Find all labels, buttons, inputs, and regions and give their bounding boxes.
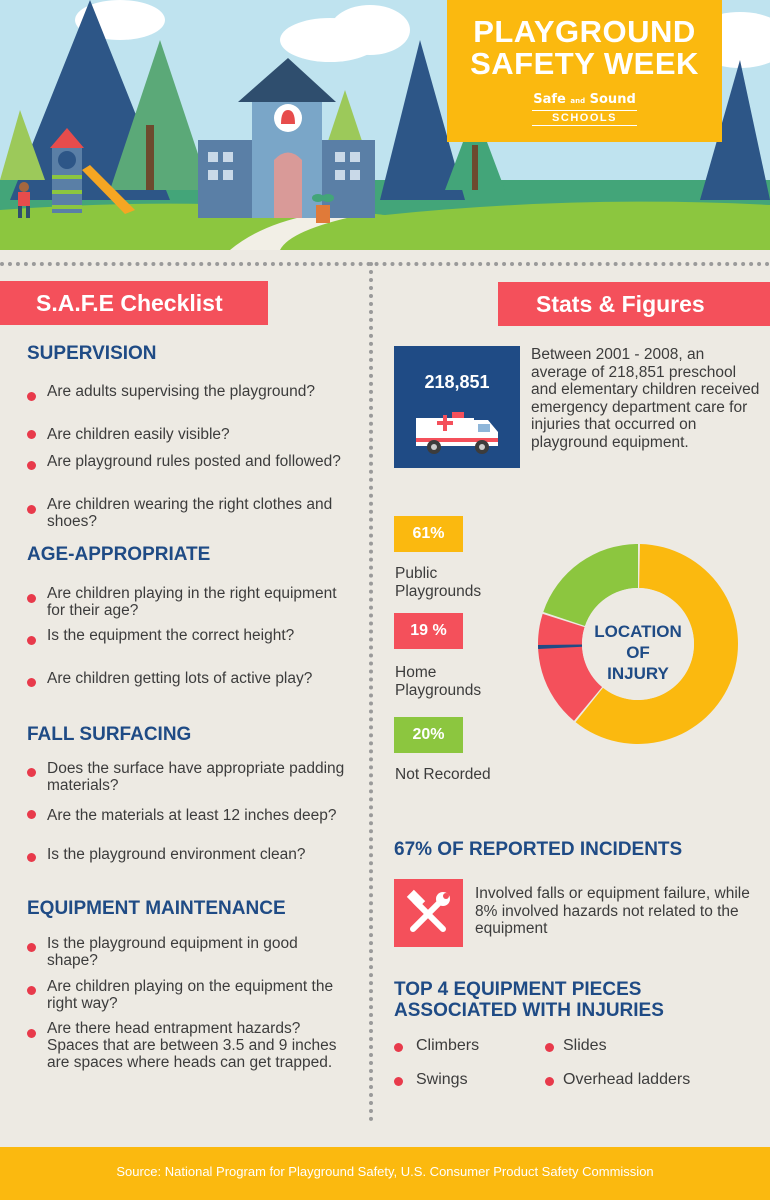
checklist-item: Are children wearing the right clothes and shoes? (47, 496, 333, 530)
title-line-1: PLAYGROUND (473, 14, 696, 49)
bullet-icon (27, 986, 36, 995)
equipment-item-climbers: Climbers (416, 1037, 480, 1054)
checklist-item: Are adults supervising the playground? (47, 383, 315, 400)
checklist-item: Is the playground equipment in good shape? (47, 935, 298, 969)
page-title (447, 16, 722, 80)
category-equipment-maintenance-title: EQUIPMENT MAINTENANCE (27, 898, 286, 919)
incidents-title: 67% OF REPORTED INCIDENTS (394, 839, 683, 860)
bullet-icon (27, 392, 36, 401)
checklist-item: Are playground rules posted and followed? (47, 453, 341, 470)
bullet-icon (27, 853, 36, 862)
equipment-item-slides: Slides (563, 1037, 607, 1054)
ambulance-icon (394, 346, 520, 468)
checklist-item: Is the equipment the correct height? (47, 627, 295, 644)
equipment-item-overhead-ladders: Overhead ladders (563, 1071, 691, 1088)
category-age-appropriate-title: AGE-APPROPRIATE (27, 544, 211, 565)
checklist-item: Are children playing on the equipment the right way? (47, 978, 334, 1012)
bullet-icon (545, 1043, 554, 1052)
top4-title: TOP 4 EQUIPMENT PIECES ASSOCIATED WITH INJURIES (394, 979, 664, 1021)
category-supervision-title: SUPERVISION (27, 343, 157, 364)
ambulance-stat-box (394, 346, 520, 468)
legend-label-public: Public Playgrounds (395, 565, 482, 600)
tools-icon-box (394, 879, 463, 947)
source-footer: Source: National Program for Playground Safety, U.S. Consumer Product Safety Commission (0, 1147, 770, 1200)
safe-and-sound-logo: Safe and Sound SCHOOLS (533, 92, 636, 124)
checklist-item: Is the playground environment clean? (47, 846, 306, 863)
injury-description: Between 2001 - 2008, an average of 218,851 preschool and elementary children received emergency department care for injuries that occurred on playground equipment. (531, 346, 760, 451)
bullet-icon (394, 1077, 403, 1086)
checklist-item: Are children playing in the right equipment for their age? (47, 585, 337, 619)
category-fall-surfacing-title: FALL SURFACING (27, 724, 192, 745)
hammer-wrench-icon (394, 879, 463, 947)
bullet-icon (27, 461, 36, 470)
bullet-icon (27, 768, 36, 777)
checklist-item: Are the materials at least 12 inches deep? (47, 807, 337, 824)
bullet-icon (27, 678, 36, 687)
title-banner (447, 0, 722, 142)
title-line-2: SAFETY WEEK (470, 46, 699, 81)
incidents-description: Involved falls or equipment failure, while 8% involved hazards not related to the equipment (475, 885, 750, 937)
horizontal-divider (0, 262, 770, 266)
hero-banner (0, 0, 770, 250)
equipment-item-swings: Swings (416, 1071, 468, 1088)
checklist-item: Does the surface have appropriate padding materials? (47, 760, 345, 794)
checklist-item: Are there head entrapment hazards? Spaces that are between 3.5 and 9 inches are spaces where heads can get trapped. (47, 1020, 337, 1071)
bullet-icon (27, 430, 36, 439)
bullet-icon (27, 1029, 36, 1038)
legend-value-public: 61% (394, 516, 463, 552)
bullet-icon (394, 1043, 403, 1052)
bullet-icon (27, 594, 36, 603)
vertical-divider (369, 262, 373, 1122)
bullet-icon (545, 1077, 554, 1086)
bullet-icon (27, 636, 36, 645)
bullet-icon (27, 943, 36, 952)
donut-center-label: LOCATION OF INJURY (594, 622, 682, 683)
injury-count: 218,851 (424, 372, 490, 392)
stats-header: Stats & Figures (498, 282, 770, 326)
bullet-icon (27, 810, 36, 819)
checklist-item: Are children easily visible? (47, 426, 230, 443)
checklist-header: S.A.F.E Checklist (0, 281, 268, 325)
legend-label-not-recorded: Not Recorded (395, 766, 491, 783)
bullet-icon (27, 505, 36, 514)
legend-value-home: 19 % (394, 613, 463, 649)
legend-label-home: Home Playgrounds (395, 664, 482, 699)
legend-value-not-recorded: 20% (394, 717, 463, 753)
checklist-item: Are children getting lots of active play? (47, 670, 313, 687)
